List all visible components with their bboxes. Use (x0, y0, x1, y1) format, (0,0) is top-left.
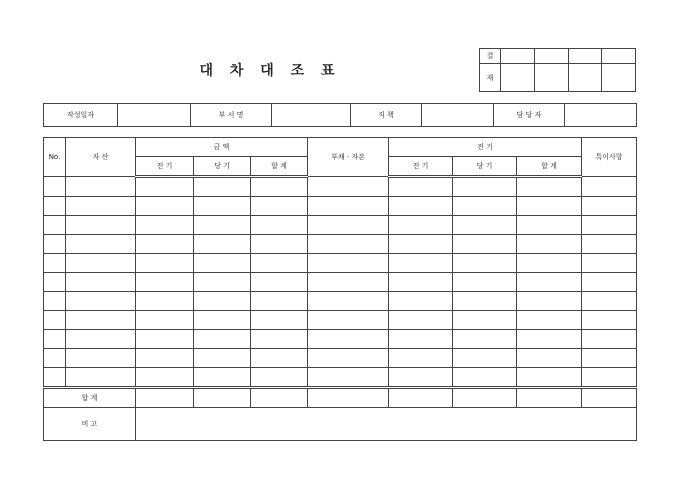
table-cell[interactable] (66, 330, 136, 349)
table-cell[interactable] (453, 216, 517, 235)
sum-cell[interactable] (582, 388, 637, 408)
col-prev-group: 전 기 (389, 138, 582, 157)
table-row (44, 216, 637, 235)
table-cell[interactable] (389, 273, 453, 292)
table-cell[interactable] (582, 330, 637, 349)
position-label: 직 책 (351, 104, 422, 127)
table-cell[interactable] (44, 330, 66, 349)
table-cell[interactable] (136, 216, 194, 235)
table-cell[interactable] (308, 292, 389, 311)
table-row (44, 330, 637, 349)
table-cell[interactable] (66, 254, 136, 273)
table-cell[interactable] (389, 292, 453, 311)
table-cell[interactable] (308, 330, 389, 349)
table-cell[interactable] (251, 368, 308, 388)
col-no: No. (44, 138, 66, 177)
sum-cell[interactable] (517, 388, 582, 408)
approval-label-1: 결 (480, 49, 501, 64)
table-cell[interactable] (251, 311, 308, 330)
table-cell[interactable] (194, 197, 251, 216)
table-cell[interactable] (136, 311, 194, 330)
table-cell[interactable] (136, 197, 194, 216)
table-cell[interactable] (194, 311, 251, 330)
approval-sign-cell[interactable] (501, 64, 535, 92)
sum-cell[interactable] (308, 388, 389, 408)
table-cell[interactable] (308, 197, 389, 216)
table-cell[interactable] (251, 235, 308, 254)
table-cell[interactable] (582, 254, 637, 273)
table-cell[interactable] (389, 235, 453, 254)
table-cell[interactable] (44, 177, 66, 197)
table-cell[interactable] (582, 216, 637, 235)
table-cell[interactable] (517, 216, 582, 235)
table-cell[interactable] (251, 292, 308, 311)
approval-cell[interactable] (501, 49, 535, 64)
table-cell[interactable] (517, 197, 582, 216)
table-cell[interactable] (308, 311, 389, 330)
col-amount-curr: 당 기 (194, 157, 251, 177)
table-cell[interactable] (517, 368, 582, 388)
table-cell[interactable] (194, 216, 251, 235)
table-cell[interactable] (136, 330, 194, 349)
table-cell[interactable] (517, 273, 582, 292)
table-cell[interactable] (194, 330, 251, 349)
table-row (44, 273, 637, 292)
table-cell[interactable] (453, 368, 517, 388)
table-cell[interactable] (582, 273, 637, 292)
table-cell[interactable] (308, 216, 389, 235)
table-cell[interactable] (66, 197, 136, 216)
table-cell[interactable] (453, 254, 517, 273)
document-title: 대 차 대 조 표 (199, 63, 341, 79)
table-cell[interactable] (517, 311, 582, 330)
manager-label: 담 당 자 (494, 104, 565, 127)
sum-cell[interactable] (389, 388, 453, 408)
table-cell[interactable] (308, 368, 389, 388)
table-cell[interactable] (66, 273, 136, 292)
table-cell[interactable] (453, 349, 517, 368)
table-cell[interactable] (66, 177, 136, 197)
date-label: 작성일자 (44, 104, 118, 127)
table-cell[interactable] (389, 330, 453, 349)
sum-cell[interactable] (194, 388, 251, 408)
table-cell[interactable] (44, 273, 66, 292)
table-cell[interactable] (582, 292, 637, 311)
table-cell[interactable] (453, 235, 517, 254)
table-cell[interactable] (582, 177, 637, 197)
approval-label-2: 재 (480, 64, 501, 92)
table-cell[interactable] (194, 235, 251, 254)
table-cell[interactable] (517, 235, 582, 254)
table-cell[interactable] (389, 177, 453, 197)
table-cell[interactable] (389, 216, 453, 235)
table-cell[interactable] (194, 349, 251, 368)
table-cell[interactable] (194, 368, 251, 388)
table-cell[interactable] (44, 235, 66, 254)
table-row (44, 235, 637, 254)
manager-field[interactable] (565, 104, 637, 127)
table-cell[interactable] (251, 349, 308, 368)
table-cell[interactable] (251, 330, 308, 349)
sum-cell[interactable] (251, 388, 308, 408)
col-liab-equity: 부채 · 자본 (308, 138, 389, 177)
table-cell[interactable] (251, 177, 308, 197)
table-cell[interactable] (136, 292, 194, 311)
col-asset: 자 산 (66, 138, 136, 177)
table-cell[interactable] (66, 368, 136, 388)
col-amount-total: 합 계 (251, 157, 308, 177)
col-amount-prev: 전 기 (136, 157, 194, 177)
table-cell[interactable] (308, 235, 389, 254)
table-cell[interactable] (308, 177, 389, 197)
table-cell[interactable] (251, 254, 308, 273)
table-cell[interactable] (194, 273, 251, 292)
approval-cell[interactable] (568, 49, 602, 64)
approval-cell[interactable] (602, 49, 636, 64)
table-cell[interactable] (194, 292, 251, 311)
table-cell[interactable] (517, 349, 582, 368)
table-cell[interactable] (453, 330, 517, 349)
table-cell[interactable] (251, 273, 308, 292)
table-cell[interactable] (194, 177, 251, 197)
table-row (44, 311, 637, 330)
table-row (44, 254, 637, 273)
table-cell[interactable] (308, 273, 389, 292)
table-cell[interactable] (66, 235, 136, 254)
table-cell[interactable] (66, 292, 136, 311)
approval-box (479, 48, 636, 92)
table-cell[interactable] (517, 177, 582, 197)
col-group-prev: 전 기 (389, 157, 453, 177)
col-remarks: 특이사항 (582, 138, 637, 177)
table-cell[interactable] (453, 177, 517, 197)
table-cell[interactable] (582, 349, 637, 368)
table-cell[interactable] (517, 254, 582, 273)
table-cell[interactable] (44, 216, 66, 235)
table-cell[interactable] (308, 349, 389, 368)
table-cell[interactable] (44, 311, 66, 330)
table-cell[interactable] (44, 197, 66, 216)
table-cell[interactable] (582, 311, 637, 330)
col-group-curr: 당 기 (453, 157, 517, 177)
sum-label: 합 계 (44, 388, 136, 408)
table-cell[interactable] (66, 311, 136, 330)
table-cell[interactable] (453, 197, 517, 216)
table-cell[interactable] (582, 197, 637, 216)
table-cell[interactable] (389, 254, 453, 273)
table-cell[interactable] (136, 273, 194, 292)
table-cell[interactable] (66, 216, 136, 235)
table-row (44, 349, 637, 368)
table-cell[interactable] (389, 197, 453, 216)
table-cell[interactable] (136, 235, 194, 254)
table-cell[interactable] (194, 254, 251, 273)
col-group-total: 합 계 (517, 157, 582, 177)
note-field[interactable] (136, 408, 637, 441)
table-cell[interactable] (389, 311, 453, 330)
col-amount: 금 액 (136, 138, 308, 157)
table-body (44, 177, 637, 388)
info-table (43, 103, 637, 127)
table-cell[interactable] (389, 368, 453, 388)
note-label: 비 고 (44, 408, 136, 441)
table-cell[interactable] (453, 311, 517, 330)
table-cell[interactable] (44, 349, 66, 368)
position-field[interactable] (422, 104, 494, 127)
table-cell[interactable] (136, 254, 194, 273)
dept-field[interactable] (272, 104, 351, 127)
table-row (44, 197, 637, 216)
table-cell[interactable] (582, 368, 637, 388)
table-cell[interactable] (308, 254, 389, 273)
sum-cell[interactable] (136, 388, 194, 408)
approval-sign-cell[interactable] (534, 64, 568, 92)
table-cell[interactable] (44, 254, 66, 273)
table-cell[interactable] (136, 349, 194, 368)
approval-sign-cell[interactable] (602, 64, 636, 92)
table-row (44, 177, 637, 197)
dept-label: 부 서 명 (191, 104, 272, 127)
date-field[interactable] (118, 104, 191, 127)
sum-cell[interactable] (453, 388, 517, 408)
table-cell[interactable] (517, 330, 582, 349)
approval-sign-cell[interactable] (568, 64, 602, 92)
table-cell[interactable] (44, 292, 66, 311)
table-cell[interactable] (453, 292, 517, 311)
approval-cell[interactable] (534, 49, 568, 64)
table-cell[interactable] (136, 368, 194, 388)
table-cell[interactable] (582, 235, 637, 254)
table-cell[interactable] (251, 197, 308, 216)
table-cell[interactable] (389, 349, 453, 368)
table-cell[interactable] (136, 177, 194, 197)
table-row (44, 292, 637, 311)
table-cell[interactable] (453, 273, 517, 292)
table-cell[interactable] (66, 349, 136, 368)
balance-sheet-table (43, 137, 637, 441)
table-cell[interactable] (517, 292, 582, 311)
table-cell[interactable] (44, 368, 66, 388)
table-cell[interactable] (251, 216, 308, 235)
table-row (44, 368, 637, 388)
